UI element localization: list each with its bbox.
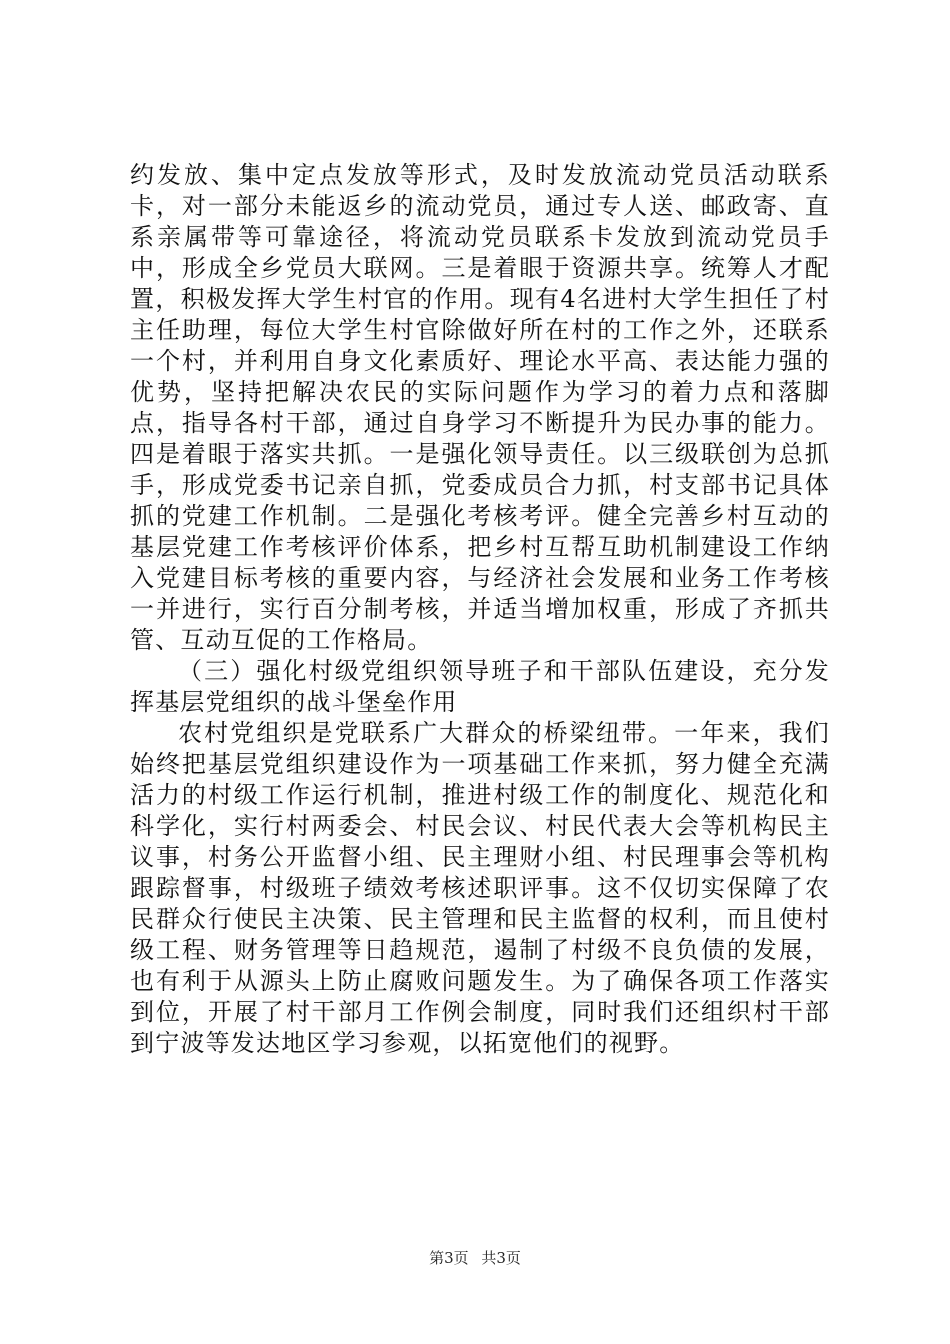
document-body bbox=[130, 160, 830, 1059]
page-number: 第3页 bbox=[429, 1249, 469, 1267]
paragraph-body: 农村党组织是党联系广大群众的桥梁纽带。一年来，我们始终把基层党组织建设作为一项基础工作来抓，努力健全充满活力的村级工作运行机制，推进村级工作的制度化、规范化和科学化，实行村两委会、村民会议、村民代表大会等机构民主议事，村务公开监督小组、民主理财小组、村民理事会等机构跟踪督事，村级班子绩效考核述职评事。这不仅切实保障了农民群众行使民主决策、民主管理和民主监督的权利，而且使村级工程、财务管理等日趋规范，遏制了村级不良负债的发展，也有利于从源头上防止腐败问题发生。为了确保各项工作落实到位，开展了村干部月工作例会制度，同时我们还组织村干部到宁波等发达地区学习参观，以拓宽他们的视野。 bbox=[130, 719, 830, 1057]
paragraph-continuation: 约发放、集中定点发放等形式，及时发放流动党员活动联系卡，对一部分未能返乡的流动党员，通过专人送、邮政寄、直系亲属带等可靠途径，将流动党员联系卡发放到流动党员手中，形成全乡党员大联网。三是着眼于资源共享。统筹人才配置，积极发挥大学生村官的作用。现有4名进村大学生担任了村主任助理，每位大学生村官除做好所在村的工作之外，还联系一个村，并利用自身文化素质好、理论水平高、表达能力强的优势，坚持把解决农民的实际问题作为学习的着力点和落脚点，指导各村干部，通过自身学习不断提升为民办事的能力。四是着眼于落实共抓。一是强化领导责任。以三级联创为总抓手，形成党委书记亲自抓，党委成员合力抓，村支部书记具体抓的党建工作机制。二是强化考核考评。健全完善乡村互动的基层党建工作考核评价体系，把乡村互帮互助机制建设工作纳入党建目标考核的重要内容，与经济社会发展和业务工作考核一并进行，实行百分制考核，并适当增加权重，形成了齐抓共管、互动互促的工作格局。 bbox=[130, 161, 830, 654]
page-footer bbox=[0, 1248, 950, 1268]
page-total: 共3页 bbox=[481, 1249, 521, 1267]
section-heading: （三）强化村级党组织领导班子和干部队伍建设，充分发挥基层党组织的战斗堡垒作用 bbox=[130, 657, 830, 716]
